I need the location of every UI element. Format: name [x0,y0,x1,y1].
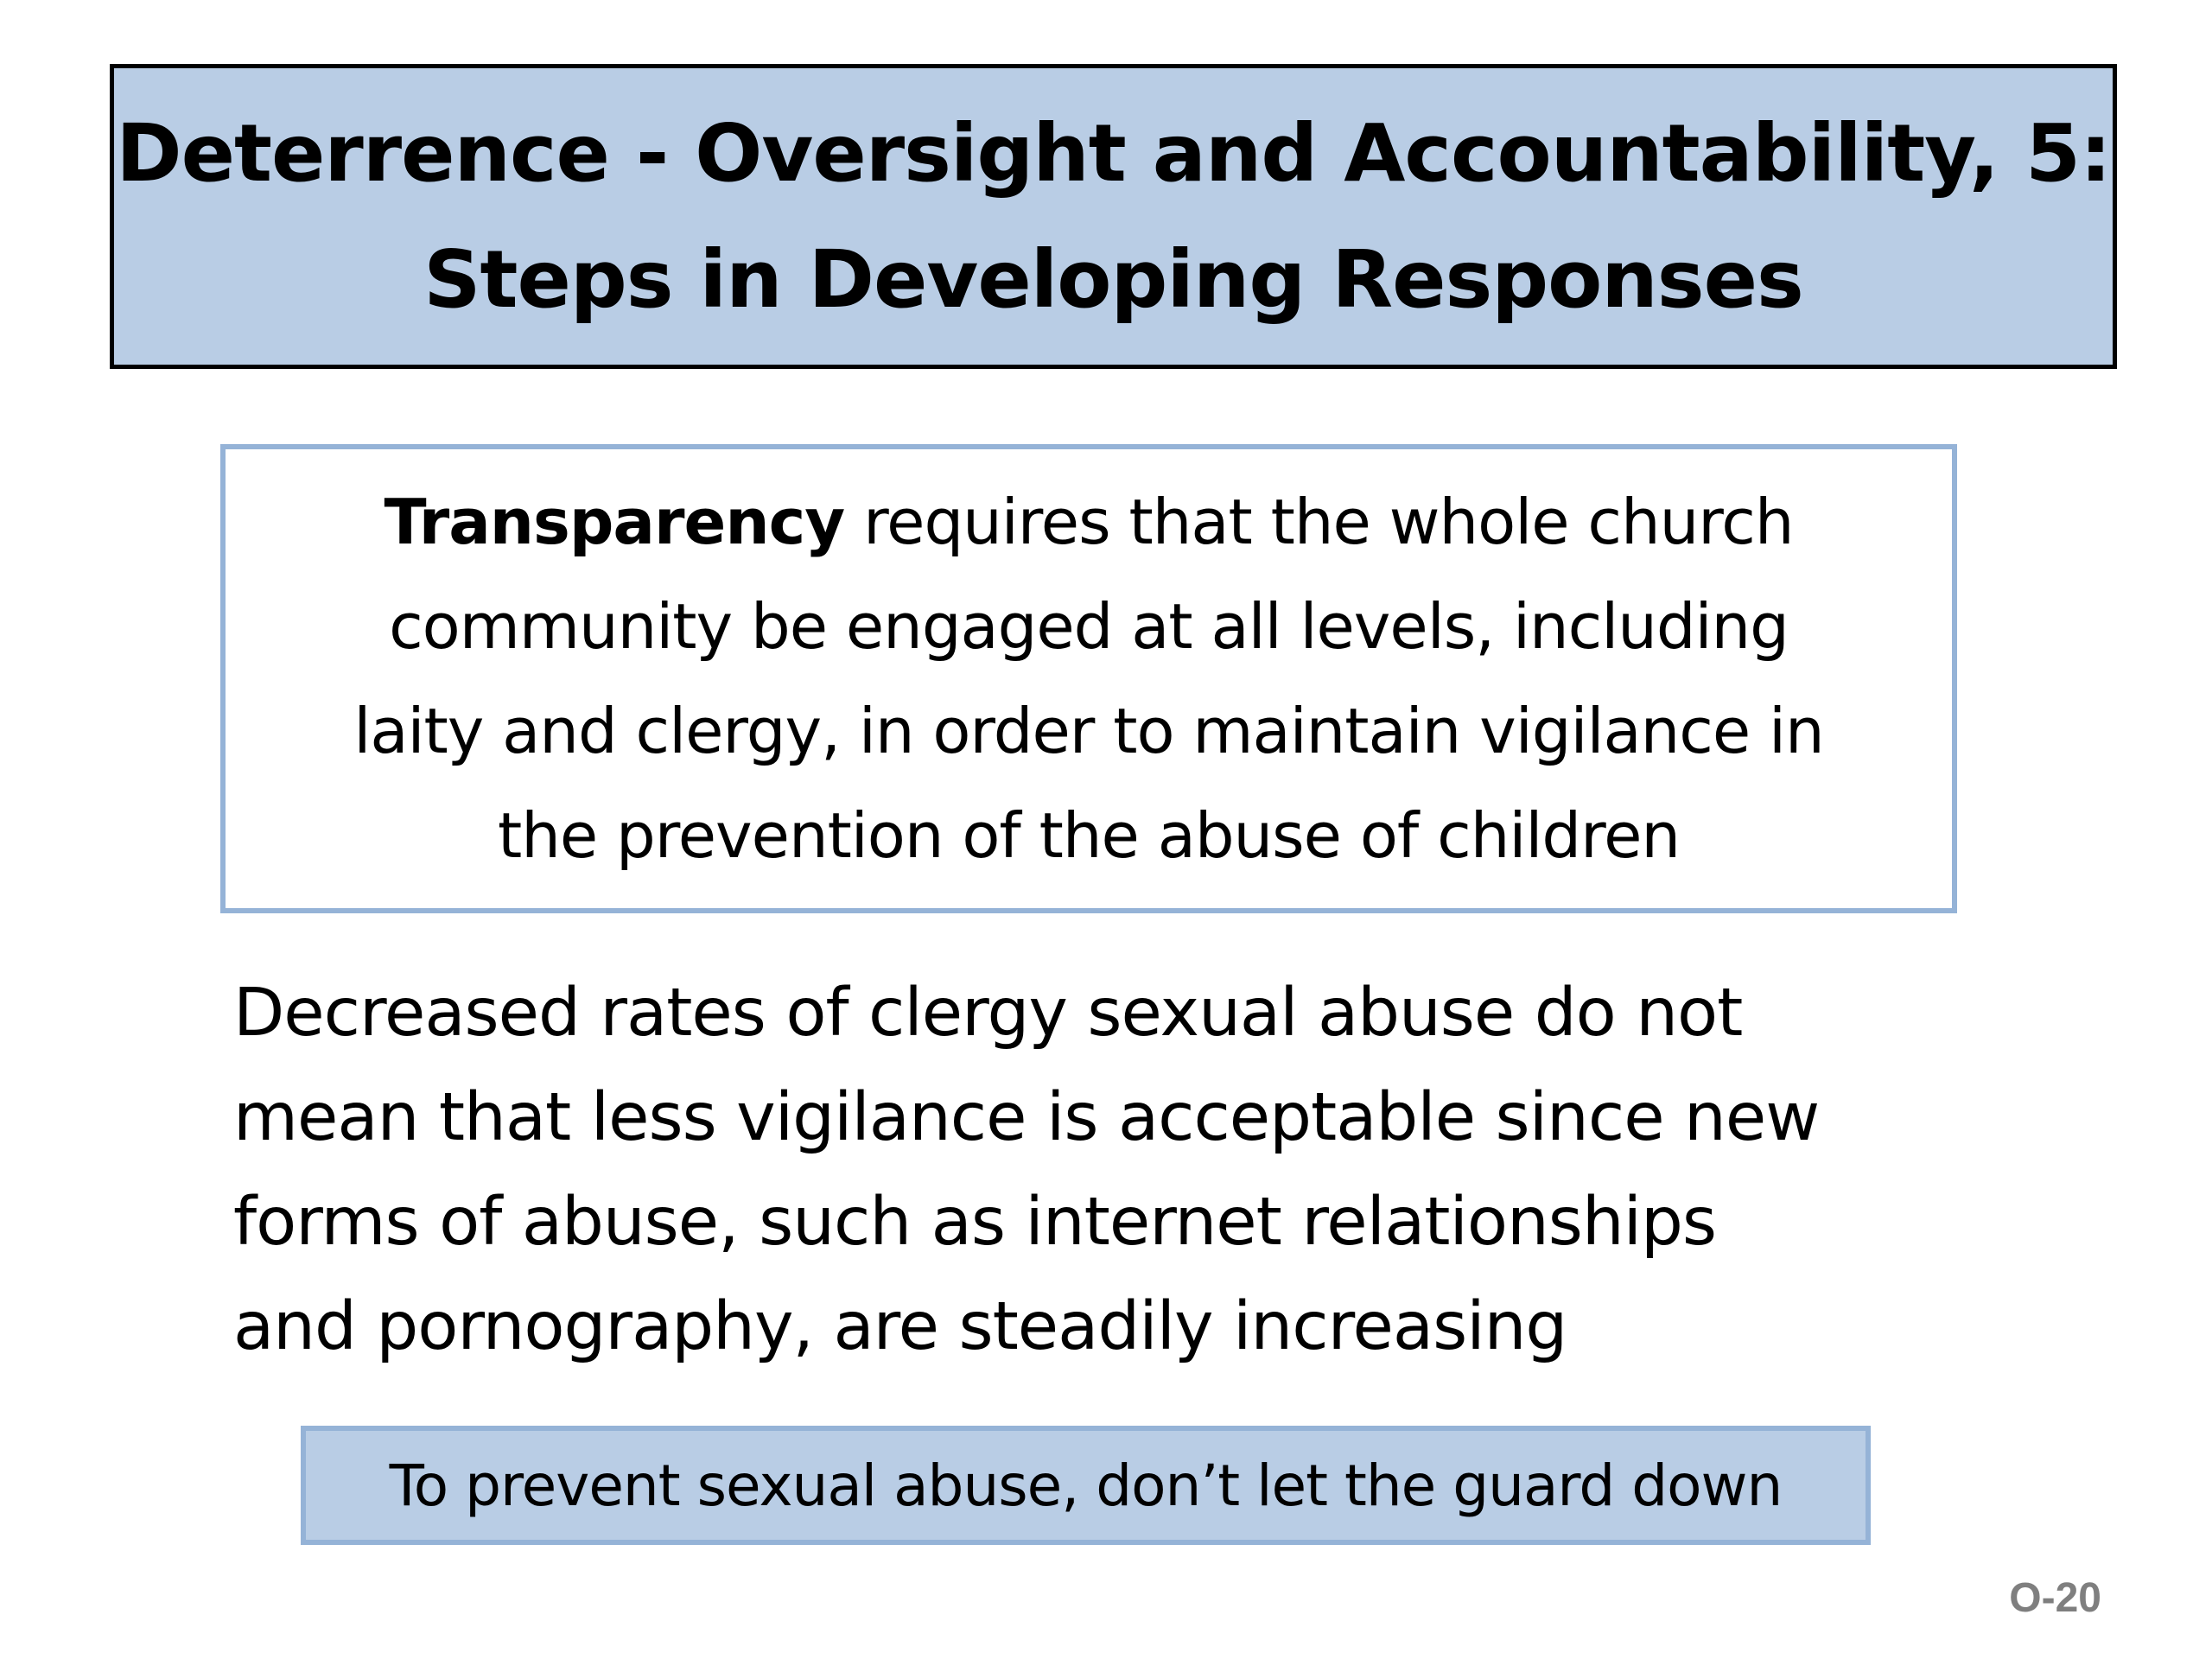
slide-number: O-20 [2009,1575,2101,1621]
transparency-definition-box [220,444,1957,913]
transparency-line-1-rest: requires that the whole church [844,485,1794,558]
slide-title-line-2: Steps in Developing Responses [423,232,1803,326]
transparency-line-1 [384,470,1793,575]
slide-title-line-1: Deterrence - Oversight and Accountability, 5: [116,106,2111,200]
vigilance-line-2: mean that less vigilance is acceptable since new [233,1079,1820,1156]
vigilance-paragraph [233,961,2005,1379]
transparency-term: Transparency [384,485,845,558]
callout-text: To prevent sexual abuse, don’t let the guard down [389,1452,1783,1519]
vigilance-line-3: forms of abuse, such as internet relationships [233,1184,1717,1261]
transparency-line-4: the prevention of the abuse of children [497,798,1681,872]
transparency-line-3: laity and clergy, in order to maintain vigilance in [353,694,1824,767]
slide-title-box [110,64,2117,369]
vigilance-line-1: Decreased rates of clergy sexual abuse do not [233,975,1743,1052]
callout-box [301,1426,1871,1545]
vigilance-line-4: and pornography, are steadily increasing [233,1288,1567,1365]
transparency-line-2: community be engaged at all levels, including [389,589,1789,663]
